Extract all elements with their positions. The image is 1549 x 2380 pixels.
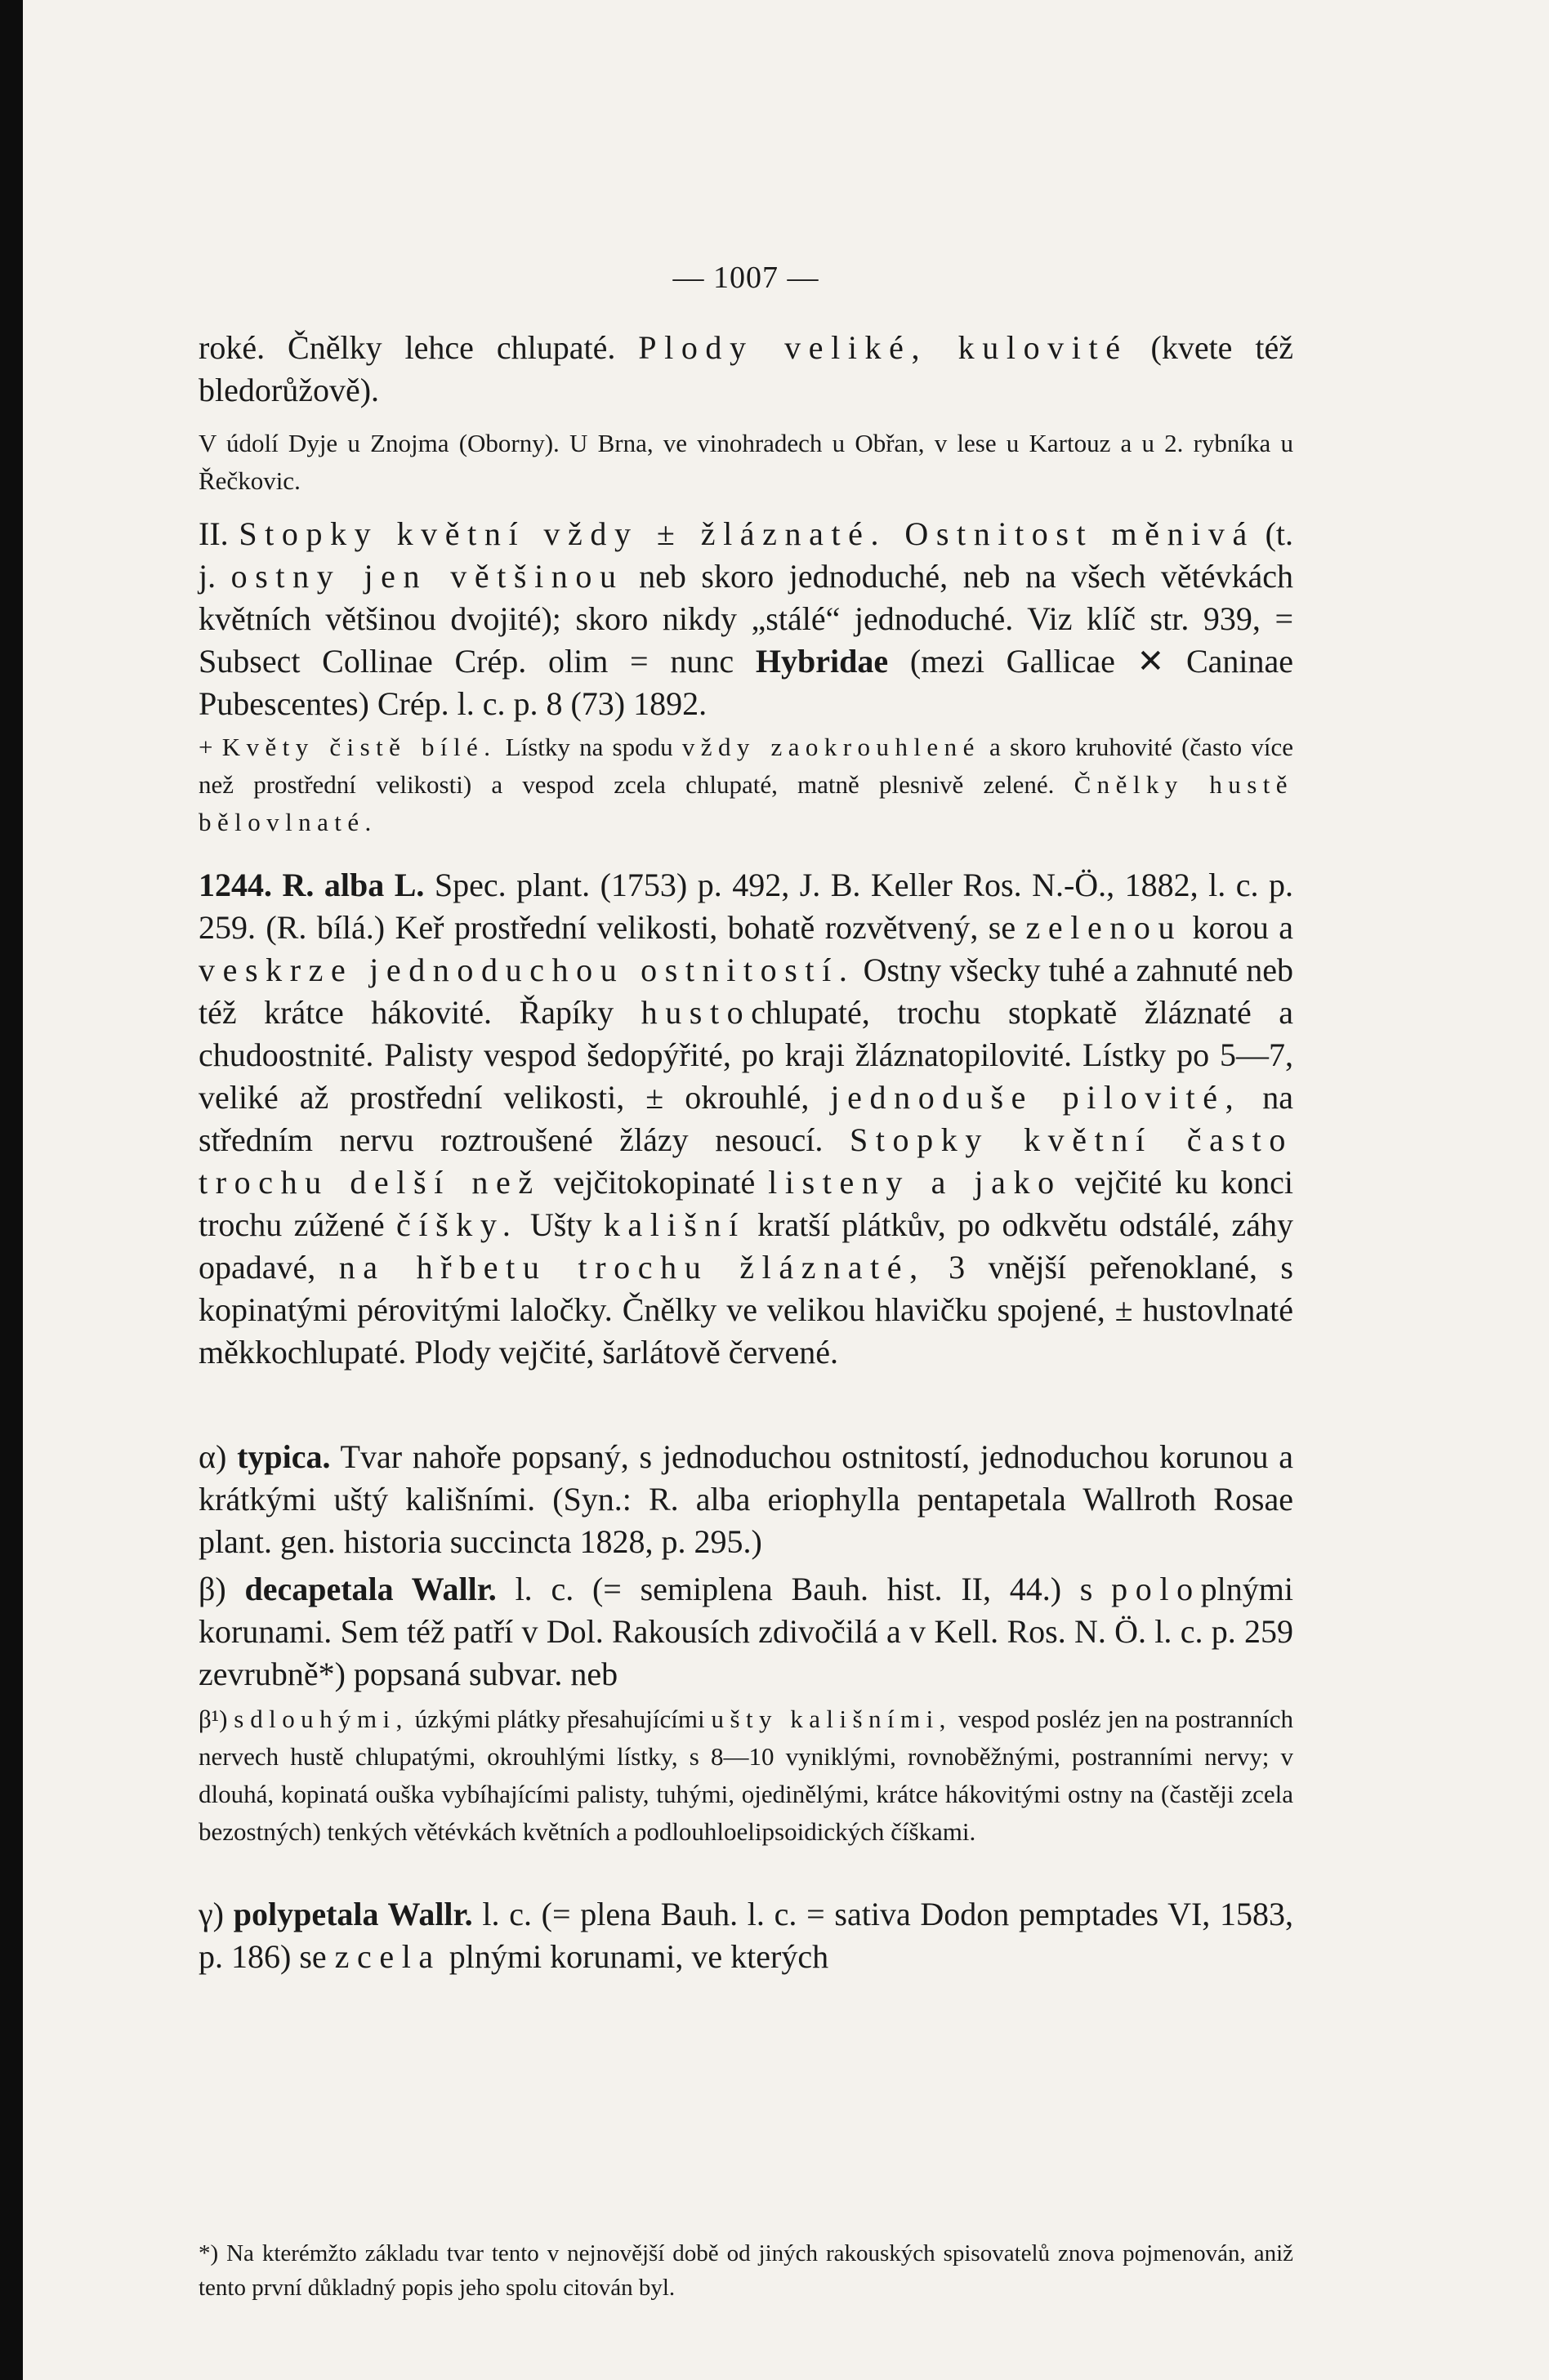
- text-run: (mezi Gallicae ✕ Caninae Pubescentes) Crép. l. c. p. 8 (73) 1892.: [199, 643, 1293, 722]
- text-run: vejčité ku konci trochu zúžené: [199, 1164, 1294, 1243]
- spaced-text: Květy čistě bílé.: [221, 733, 497, 761]
- page-number: — 1007 —: [672, 261, 819, 295]
- bold-text: Hybridae: [755, 643, 889, 680]
- text-run: α): [199, 1438, 238, 1475]
- text-run: na středním nervu roztroušené žlázy nesoucí.: [199, 1079, 1293, 1158]
- text-run: kratší plátkův, po odkvětu odstálé, záhy opadavé,: [199, 1206, 1293, 1286]
- text-run: 3 vnější peřenoklané, s kopinatými pérovitými laločky. Čnělky ve velikou hlavičku spojené, ± hustovlnaté měkkochlupaté. Plody vejčité, šarlátově červené.: [199, 1249, 1293, 1371]
- paragraph-rosa-alba: [199, 864, 1293, 1374]
- spaced-text: ostny jen většinou: [230, 558, 624, 595]
- text-run: Lístky na spodu: [496, 733, 682, 761]
- text-run: roké. Čnělky lehce chlupaté.: [199, 329, 639, 366]
- spaced-text: veskrze jednoduchou ostnitostí.: [199, 952, 855, 988]
- variety-name: typica.: [237, 1438, 331, 1475]
- paragraph-typica: [199, 1436, 1293, 1563]
- spaced-text: dlouhými,: [250, 1705, 408, 1733]
- text-run: l. c. (= plena Bauh. l. c. = sativa Dodon pemptades VI, 1583, p. 186) se: [199, 1896, 1294, 1975]
- spaced-text: polo: [1111, 1571, 1201, 1607]
- text-run: β¹) s: [199, 1705, 251, 1733]
- text-run: vejčitokopinaté: [540, 1164, 769, 1201]
- spaced-text: jednoduše pilovité,: [830, 1079, 1242, 1116]
- text-run: korou a: [1182, 909, 1293, 946]
- paragraph-flowers-white: [199, 729, 1293, 841]
- text-run: Spec. plant. (1753) p. 492, J. B. Keller Ros. N.-Ö., 1882, l. c. p. 259. (R. bílá.) Keř prostřední velikosti, bohatě rozvětvený, se: [199, 867, 1293, 946]
- text-run: Ušty: [518, 1206, 604, 1243]
- variety-name: decapetala Wallr.: [244, 1571, 497, 1607]
- text-run: β): [199, 1571, 245, 1607]
- text-run: V údolí Dyje u Znojma (Oborny). U Brna, ve vinohradech u Obřan, v lese u Kartouz a u 2. rybníka u Řečkovic.: [199, 429, 1293, 495]
- text-run: vespod posléz jen na postranních nervech hustě chlupatými, okrouhlými lístky, s 8—10 vyniklými, rovnoběžnými, postranními nervy; v dlouhá, kopinatá ouška vybíhajícími palisty, tuhými, ojedinělými, krátce hákovitými ostny na (častěji zcela bezostných) tenkých větévkách květních a podlouhloelipsoidických číškami.: [199, 1705, 1293, 1846]
- spaced-text: zcela: [334, 1938, 441, 1975]
- text-run: plnými korunami, ve kterých: [440, 1938, 829, 1975]
- footnote: [199, 2236, 1293, 2305]
- paragraph-decapetala: [199, 1568, 1293, 1696]
- text-run: *) Na kterémžto základu tvar tento v nejnovější době od jiných rakouských spisovatelů znova pojmenován, aniž tento první důkladný popis jeho spolu citován byl.: [199, 2240, 1293, 2301]
- text-run: chlupaté, trochu stopkatě žláznaté a chudoostnité. Palisty vespod šedopýřité, po kraji žláznatopilovité. Lístky po 5—7, veliké až prostřední velikosti, ± okrouhlé,: [199, 994, 1293, 1116]
- text-run: l. c. (= semiplena Bauh. hist. II, 44.) s: [496, 1571, 1112, 1607]
- text-run: (t. j.: [199, 515, 1294, 595]
- spaced-text: listeny a jako: [768, 1164, 1062, 1201]
- spaced-text: Stopky květní často trochu delší než: [199, 1121, 1293, 1201]
- spaced-text: Plody veliké, kulovité: [638, 329, 1128, 366]
- text-run: +: [199, 733, 222, 761]
- spaced-text: číšky.: [396, 1206, 519, 1243]
- text-run: II.: [199, 515, 239, 552]
- spaced-text: na hřbetu trochu žláznaté,: [338, 1249, 926, 1286]
- variety-name: polypetala Wallr.: [233, 1896, 473, 1932]
- paragraph-polypetala: [199, 1893, 1293, 1978]
- text-run: neb skoro jednoduché, neb na všech větévkách květních většinou dvojité); skoro nikdy „stálé“ jednoduché. Viz klíč str. 939, = Subsect Collinae Crép. olim = nunc: [199, 558, 1293, 680]
- text-run: plnými korunami. Sem též patří v Dol. Rakousích zdivočilá a v Kell. Ros. N. Ö. l. c. p. 259 zevrubně*) popsaná subvar. neb: [199, 1571, 1294, 1692]
- spaced-text: vždy zaokrouhlené: [681, 733, 980, 761]
- spaced-text: husto: [641, 994, 752, 1031]
- text-run: γ): [199, 1896, 234, 1932]
- spaced-text: Čnělky hustě bělovlnaté.: [199, 770, 1294, 836]
- paragraph-localities: [199, 425, 1293, 500]
- spaced-text: kališní: [603, 1206, 746, 1243]
- text-run: Ostny všecky tuhé a zahnuté neb též krátce hákovité. Řapíky: [199, 952, 1293, 1031]
- text-run: a skoro kruhovité (často více než prostřední velikosti) a vespod zcela chlupaté, matně plesnivě zelené.: [199, 733, 1293, 799]
- spaced-text: ušty kališními,: [711, 1705, 952, 1733]
- paragraph-group-ii: [199, 513, 1293, 725]
- spaced-text: zelenou: [1025, 909, 1183, 946]
- text-run: Tvar nahoře popsaný, s jednoduchou ostnitostí, jednoduchou korunou a krátkými uštý kališními. (Syn.: R. alba eriophylla pentapetala Wallroth Rosae plant. gen. historia succincta 1828, p. 295.): [199, 1438, 1294, 1560]
- paragraph-intro: [199, 327, 1293, 412]
- species-heading: 1244. R. alba L.: [199, 867, 425, 903]
- page: [23, 0, 1549, 2380]
- text-run: (kvete též bledorůžově).: [199, 329, 1293, 408]
- paragraph-subvariety: [199, 1700, 1293, 1851]
- spaced-text: Stopky květní vždy ± žláznaté. Ostnitost měnivá: [239, 515, 1255, 552]
- text-run: úzkými plátky přesahujícími: [408, 1705, 712, 1733]
